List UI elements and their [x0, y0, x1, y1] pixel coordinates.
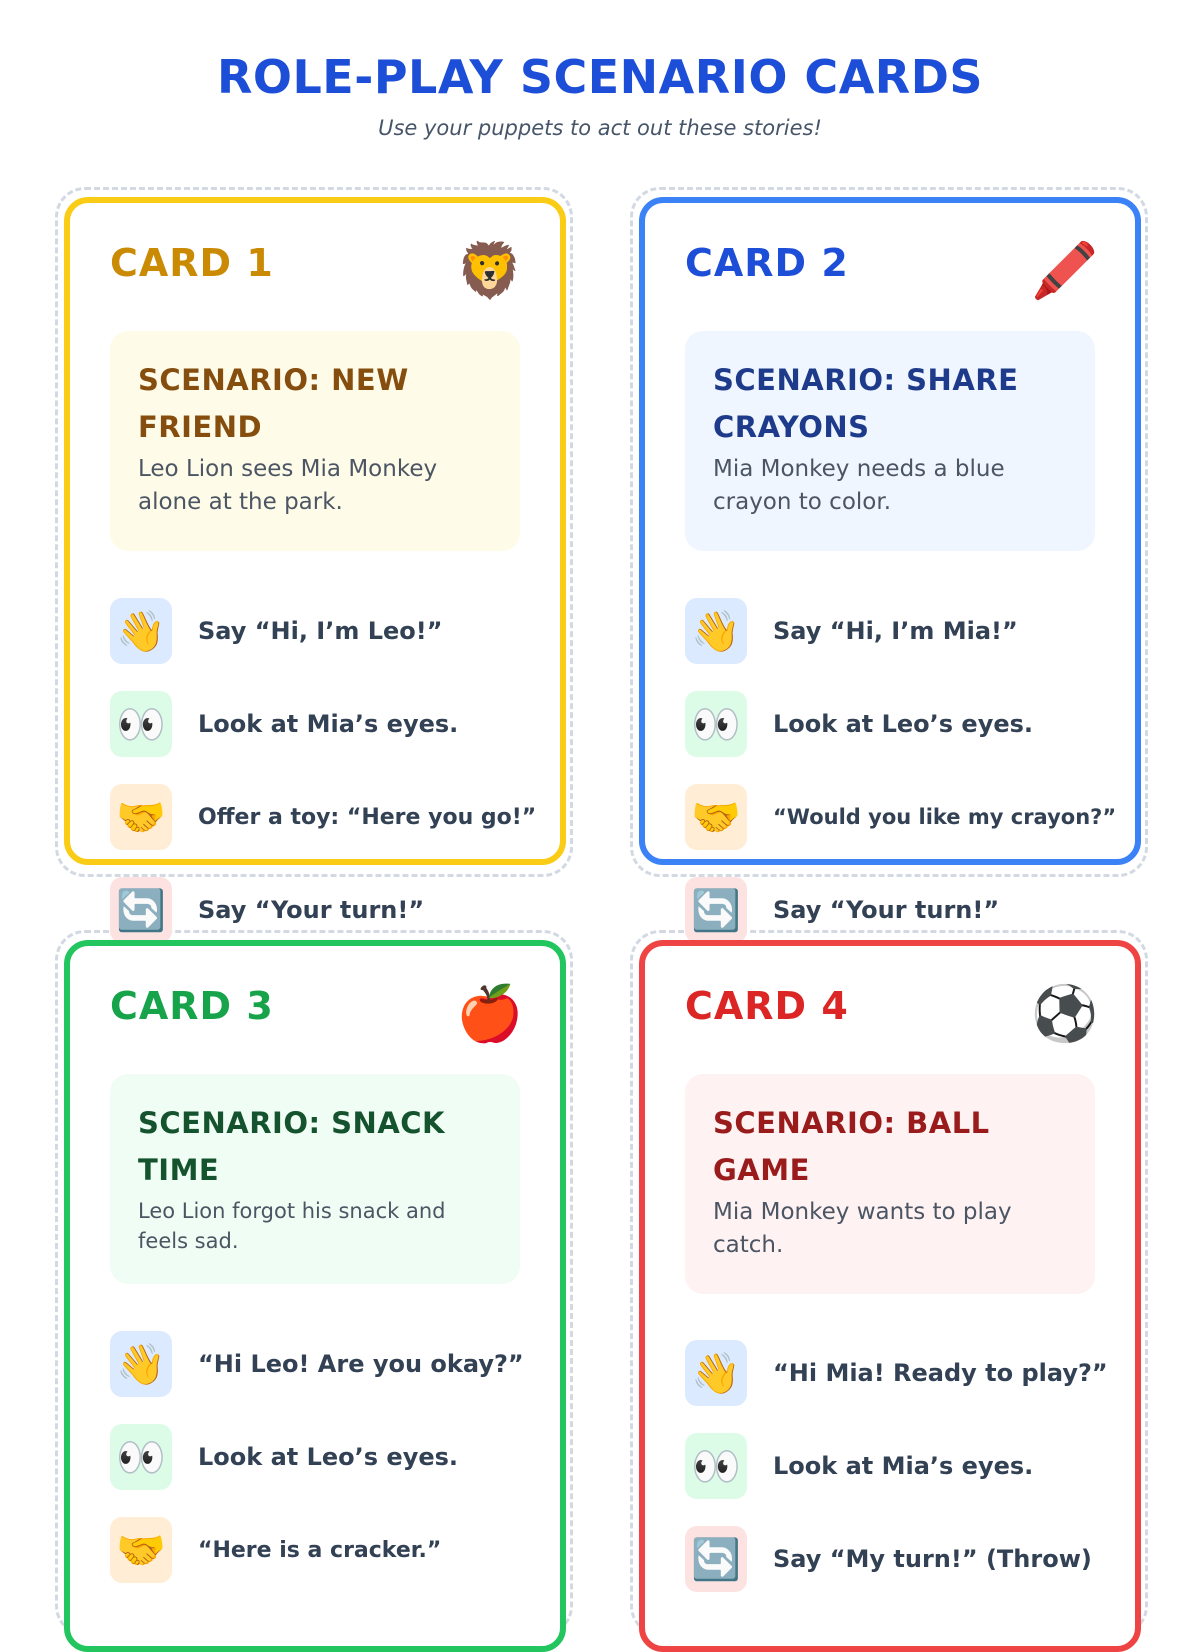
scenario-title: SCENARIO: BALL GAME	[713, 1106, 990, 1187]
step-text: Say “Hi, I’m Leo!”	[198, 617, 443, 645]
card-label: CARD 1	[110, 241, 274, 285]
step-item	[685, 877, 999, 943]
eyes-icon: 👀	[110, 1424, 172, 1490]
page-subtitle: Use your puppets to act out these stories!	[378, 116, 822, 140]
step-text: Say “Hi, I’m Mia!”	[773, 617, 1018, 645]
step-text: Say “Your turn!”	[773, 896, 1000, 924]
card-label: CARD 3	[110, 984, 274, 1028]
eyes-icon: 👀	[685, 1433, 747, 1499]
scenario-title: SCENARIO: NEW FRIEND	[138, 363, 409, 444]
lion-icon: 🦁	[456, 239, 524, 302]
waving-hand-icon: 👋	[110, 598, 172, 664]
handshake-icon: 🤝	[685, 784, 747, 850]
step-item	[685, 784, 1116, 850]
step-item	[685, 691, 1033, 757]
step-text: “Hi Mia! Ready to play?”	[773, 1359, 1108, 1387]
page-title: ROLE-PLAY SCENARIO CARDS	[216, 50, 984, 104]
step-text: Say “My turn!” (Throw)	[773, 1545, 1092, 1573]
turn-arrows-icon: 🔄	[110, 877, 172, 943]
scenario-card-4	[639, 940, 1141, 1652]
crayon-icon: 🖍️	[1031, 239, 1099, 302]
step-item	[685, 598, 1018, 664]
step-item	[685, 1433, 1033, 1499]
step-item	[110, 691, 458, 757]
step-item	[685, 1526, 1092, 1592]
scenario-card-3	[64, 940, 566, 1652]
card-label: CARD 4	[685, 984, 849, 1028]
step-text: Offer a toy: “Here you go!”	[198, 804, 537, 830]
scenario-box	[110, 331, 520, 551]
scenario-card-2	[639, 197, 1141, 934]
scenario-description: Leo Lion forgot his snack and feels sad.	[138, 1199, 446, 1253]
scenario-box	[685, 1074, 1095, 1294]
step-text: “Here is a cracker.”	[198, 1537, 442, 1563]
step-item	[110, 1517, 441, 1583]
step-text: Look at Leo’s eyes.	[198, 1443, 459, 1471]
apple-icon: 🍎	[456, 982, 524, 1045]
waving-hand-icon: 👋	[685, 598, 747, 664]
card-label: CARD 2	[685, 241, 849, 285]
step-text: Look at Mia’s eyes.	[773, 1452, 1034, 1480]
step-item	[110, 877, 424, 943]
scenario-box	[110, 1074, 520, 1284]
eyes-icon: 👀	[110, 691, 172, 757]
step-item	[110, 598, 443, 664]
step-item	[685, 1340, 1108, 1406]
eyes-icon: 👀	[685, 691, 747, 757]
turn-arrows-icon: 🔄	[685, 877, 747, 943]
step-item	[110, 1424, 458, 1490]
scenario-description: Leo Lion sees Mia Monkey alone at the park.	[138, 456, 438, 515]
scenario-title: SCENARIO: SHARE CRAYONS	[713, 363, 1019, 444]
step-item	[110, 784, 536, 850]
step-text: “Hi Leo! Are you okay?”	[198, 1350, 524, 1378]
scenario-card-1	[64, 197, 566, 934]
handshake-icon: 🤝	[110, 784, 172, 850]
waving-hand-icon: 👋	[110, 1331, 172, 1397]
step-text: Look at Mia’s eyes.	[198, 710, 459, 738]
waving-hand-icon: 👋	[685, 1340, 747, 1406]
scenario-description: Mia Monkey wants to play catch.	[713, 1199, 1012, 1258]
turn-arrows-icon: 🔄	[685, 1526, 747, 1592]
step-text: Say “Your turn!”	[198, 896, 425, 924]
handshake-icon: 🤝	[110, 1517, 172, 1583]
step-text: “Would you like my crayon?”	[773, 805, 1117, 829]
soccer-ball-icon: ⚽	[1031, 982, 1099, 1045]
step-text: Look at Leo’s eyes.	[773, 710, 1034, 738]
scenario-box	[685, 331, 1095, 551]
step-item	[110, 1331, 524, 1397]
scenario-title: SCENARIO: SNACK TIME	[138, 1106, 446, 1187]
scenario-description: Mia Monkey needs a blue crayon to color.	[713, 456, 1005, 515]
